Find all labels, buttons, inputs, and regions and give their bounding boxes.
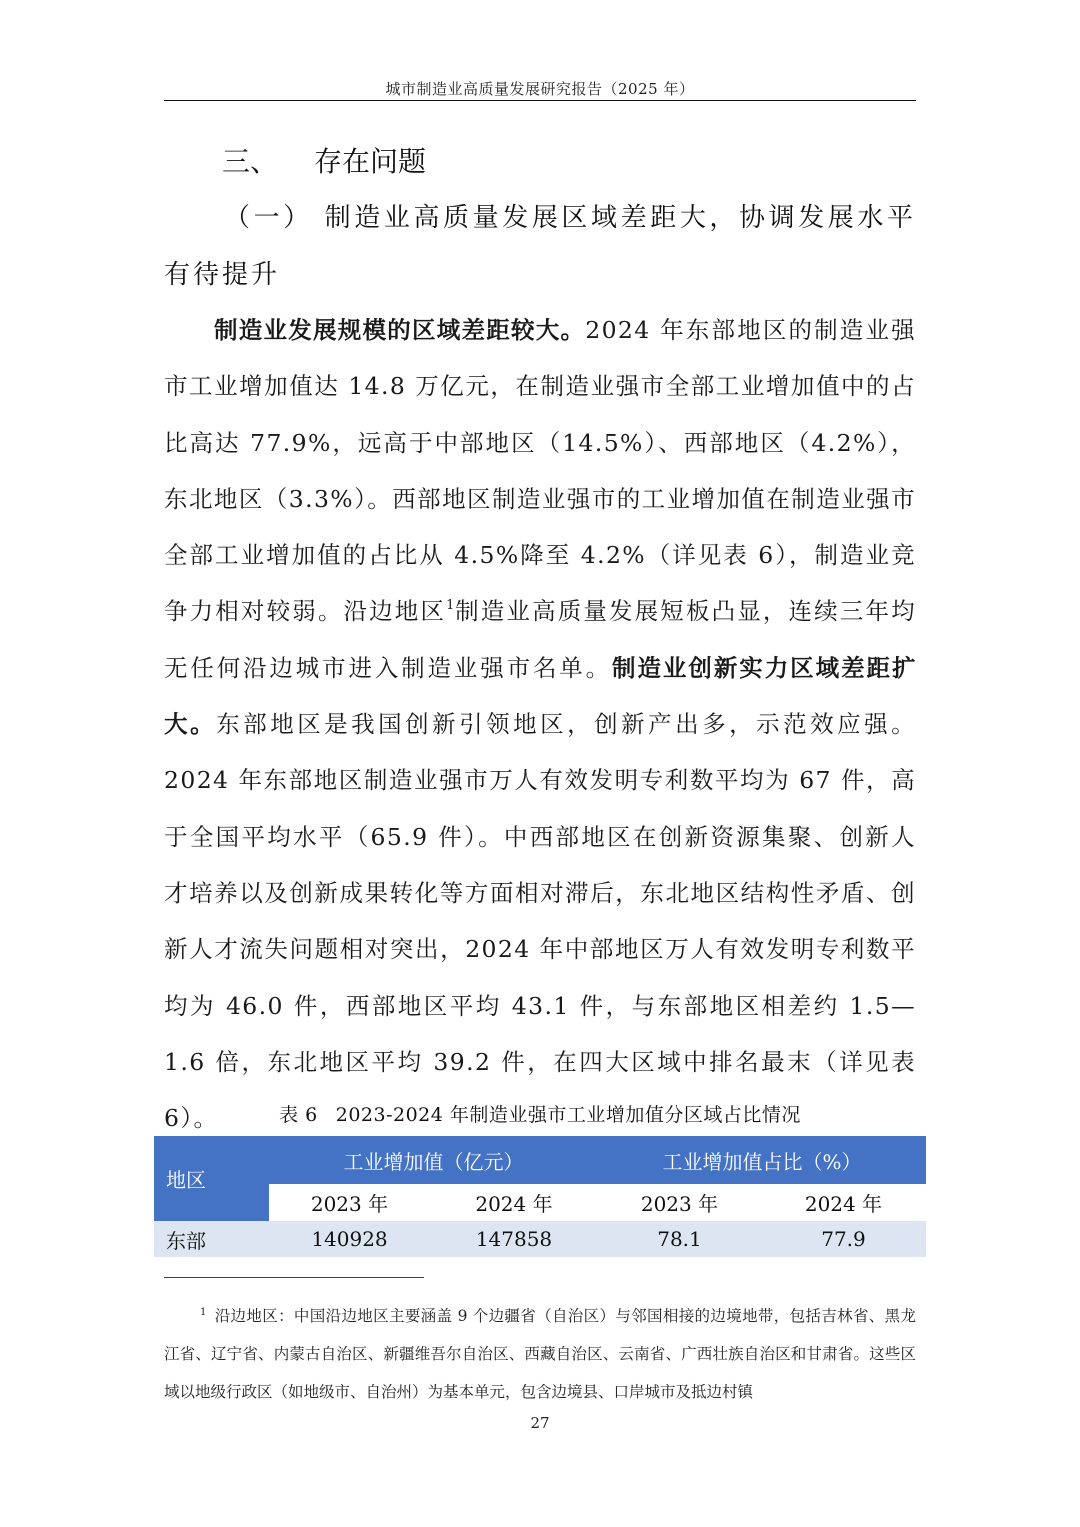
table-row	[154, 1221, 926, 1257]
body-text-2: 制造业高质量发展短板凸显，连续三年均无任何沿边城市进入制造业强市名单。	[164, 597, 917, 682]
table-caption-label: 表 6	[279, 1104, 318, 1126]
footnote-divider	[164, 1277, 424, 1278]
footnote	[164, 1297, 916, 1411]
subsection-heading: （一） 制造业高质量发展区域差距大，协调发展水平有待提升	[164, 203, 916, 290]
table-cell: 78.1	[598, 1221, 761, 1257]
bold-lead-2: 制造业创新实力区域差距扩大。	[164, 653, 916, 739]
footnote-text: 沿边地区：中国沿边地区主要涵盖 9 个边疆省（自治区）与邻国相接的边境地带，包括吉林省、黑龙江省、辽宁省、内蒙古自治区、新疆维吾尔自治区、西藏自治区、云南省、广西壮族自治区和甘肃省。这些区域以地级行政区（如地级市、自治州）为基本单元，包含边境县、口岸城市及抵边村镇	[164, 1307, 916, 1401]
table-year-row	[154, 1184, 926, 1221]
year-header: 2023 年	[598, 1184, 761, 1221]
page-number: 27	[530, 1414, 550, 1432]
year-header: 2024 年	[761, 1184, 926, 1221]
table-caption-title: 2023-2024 年制造业强市工业增加值分区域占比情况	[335, 1104, 801, 1126]
footnote-mark: 1	[200, 1307, 207, 1318]
section-heading	[222, 140, 426, 180]
table-cell: 140928	[269, 1221, 430, 1257]
table-cell: 77.9	[761, 1221, 926, 1257]
running-header: 城市制造业高质量发展研究报告（2025 年）	[385, 80, 695, 98]
header-share-group: 工业增加值占比（%）	[598, 1136, 926, 1184]
header-divider	[164, 100, 916, 101]
row-region: 东部	[154, 1221, 269, 1257]
data-table	[154, 1136, 926, 1257]
table-caption	[154, 1100, 926, 1127]
footnote-ref[interactable]: 1	[446, 598, 455, 614]
header-region: 地区	[154, 1136, 269, 1221]
section-title: 存在问题	[314, 145, 427, 178]
table-cell: 147858	[430, 1221, 598, 1257]
header-value-group: 工业增加值（亿元）	[269, 1136, 598, 1184]
body-paragraph	[164, 302, 916, 1146]
body-text-1: 2024 年东部地区的制造业强市工业增加值达 14.8 万亿元，在制造业强市全部工业增加值中的占比高达 77.9%，远高于中部地区（14.5%）、西部地区（4.2%），东北地区（3.3%）。西部地区制造业强市的工业增加值在制造业强市全部工业增加值的占比从 4.5%降至 4.2%（详见表 6），制造业竞争力相对较弱。沿边地区	[164, 316, 916, 626]
table-header-row	[154, 1136, 926, 1184]
bold-lead-1: 制造业发展规模的区域差距较大。	[214, 316, 586, 344]
year-header: 2023 年	[269, 1184, 430, 1221]
section-number: 三、	[222, 145, 279, 178]
year-header: 2024 年	[430, 1184, 598, 1221]
body-text-3: 东部地区是我国创新引领地区，创新产出多，示范效应强。2024 年东部地区制造业强市万人有效发明专利数平均为 67 件，高于全国平均水平（65.9 件）。中西部地区在创新资源集聚、创新人才培养以及创新成果转化等方面相对滞后，东北地区结构性矛盾、创新人才流失问题相对突出，2024 年中部地区万人有效发明专利数平均为 46.0 件，西部地区平均 43.1 件，与东部地区相差约 1.5—1.6 倍，东北地区平均 39.2 件，在四大区域中排名最末（详见表 6）。	[164, 710, 917, 1133]
